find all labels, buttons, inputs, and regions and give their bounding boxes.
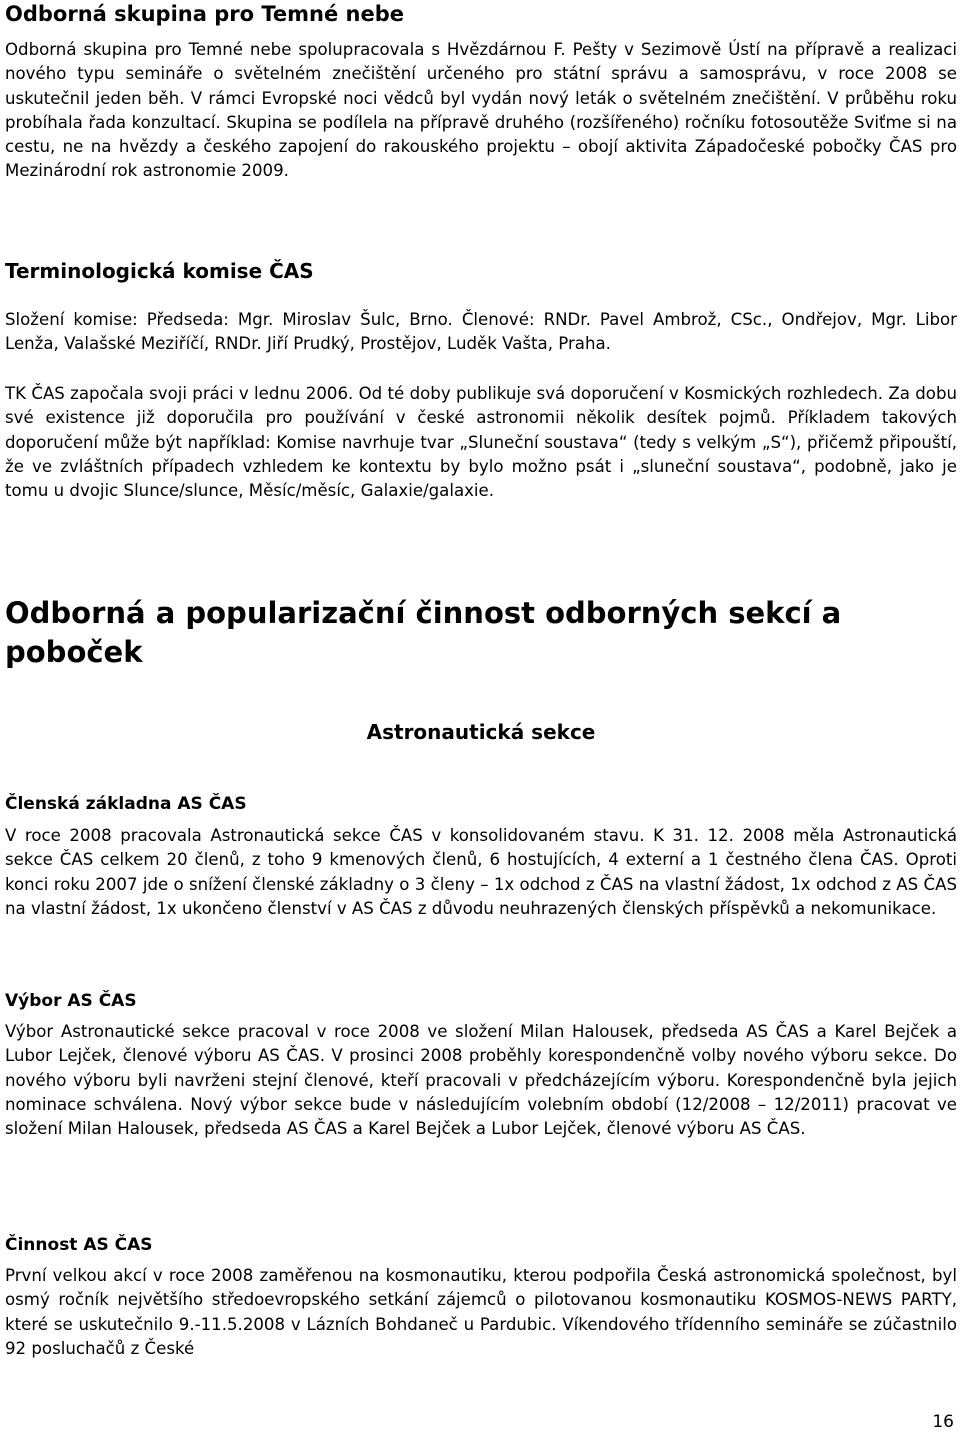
heading-cinnost-as-cas: Činnost AS ČAS xyxy=(5,1235,153,1255)
paragraph-tk-cas-prace: TK ČAS započala svoji práci v lednu 2006. Od té doby publikuje svá doporučení v Kosmických rozhledech. Za dobu své existence již doporučila pro používání v české astronomii několik desítek pojmů. Příkladem takových doporučení může být například: Komise navrhuje tvar „Sluneční soustava“ (tedy s velkým „S“), přičemž připouští, že ve zvláštních případech vzhledem ke kontextu by bylo možno psát i „sluneční soustava“, podobně, jako je tomu u dvojic Slunce/slunce, Měsíc/měsíc, Galaxie/galaxie. xyxy=(5,384,957,501)
paragraph-slozeni-komise: Složení komise: Předseda: Mgr. Miroslav Šulc, Brno. Členové: RNDr. Pavel Ambrož, CSc., Ondřejov, Mgr. Libor Lenža, Valašské Meziříčí, RNDr. Jiří Prudký, Prostějov, Luděk Vašta, Praha. xyxy=(5,310,957,354)
heading-temne-nebe: Odborná skupina pro Temné nebe xyxy=(5,2,404,26)
heading-vybor-as-cas: Výbor AS ČAS xyxy=(5,991,137,1011)
page-number: 16 xyxy=(932,1412,954,1432)
heading-astronauticka-sekce: Astronautická sekce xyxy=(366,720,596,744)
paragraph-vybor-as-cas: Výbor Astronautické sekce pracoval v roce 2008 ve složení Milan Halousek, předseda AS ČAS a Karel Bejček a Lubor Lejček, členové výboru AS ČAS. V prosinci 2008 proběhly korespondenčně volby nového výboru sekce. Do nového výboru byli navrženi stejní členové, kteří pracovali v předcházejícím výboru. Korespondenčně byla jejich nominace schválena. Nový výbor sekce bude v následujícím volebním období (12/2008 – 12/2011) pracovat ve složení Milan Halousek, předseda AS ČAS a Karel Bejček a Lubor Lejček, členové výboru AS ČAS. xyxy=(5,1022,957,1139)
heading-clenska-zakladna: Členská základna AS ČAS xyxy=(5,794,247,814)
paragraph-cinnost-as-cas: První velkou akcí v roce 2008 zaměřenou na kosmonautiku, kterou podpořila Česká astronomická společnost, byl osmý ročník největšího středoevropského setkání zájemců o pilotovanou kosmonautiku KOSMOS-NEWS PARTY, které se uskutečnilo 9.-11.5.2008 v Lázních Bohdaneč u Pardubic. Víkendového třídenního semináře se zúčastnilo 92 posluchačů z České xyxy=(5,1266,957,1358)
paragraph-clenska-zakladna: V roce 2008 pracovala Astronautická sekce ČAS v konsolidovaném stavu. K 31. 12. 2008 měla Astronautická sekce ČAS celkem 20 členů, z toho 9 kmenových členů, 6 hostujících, 4 externí a 1 čestného člena ČAS. Oproti konci roku 2007 jde o snížení členské základny o 3 členy – 1x odchod z ČAS na vlastní žádost, 1x odchod z AS ČAS na vlastní žádost, 1x ukončeno členství v AS ČAS z důvodu neuhrazených členských příspěvků a nekomunikace. xyxy=(5,826,957,918)
paragraph-temne-nebe: Odborná skupina pro Temné nebe spolupracovala s Hvězdárnou F. Pešty v Sezimově Ústí na přípravě a realizaci nového typu semináře o světelném znečištění určeného pro státní správu a samosprávu, v roce 2008 se uskutečnil jeden běh. V rámci Evropské noci vědců byl vydán nový leták o světelném znečištění. V průběhu roku probíhala řada konzultací. Skupina se podílela na přípravě druhého (rozšířeného) ročníku fotosoutěže Sviťme si na cestu, ne na hvězdy a českého zapojení do rakouského projektu – obojí aktivita Západočeské pobočky ČAS pro Mezinárodní rok astronomie 2009. xyxy=(5,40,957,181)
heading-terminologicka-komise: Terminologická komise ČAS xyxy=(5,259,314,283)
heading-odborna-popularizacni: Odborná a popularizační činnost odborných sekcí a poboček xyxy=(5,596,842,669)
